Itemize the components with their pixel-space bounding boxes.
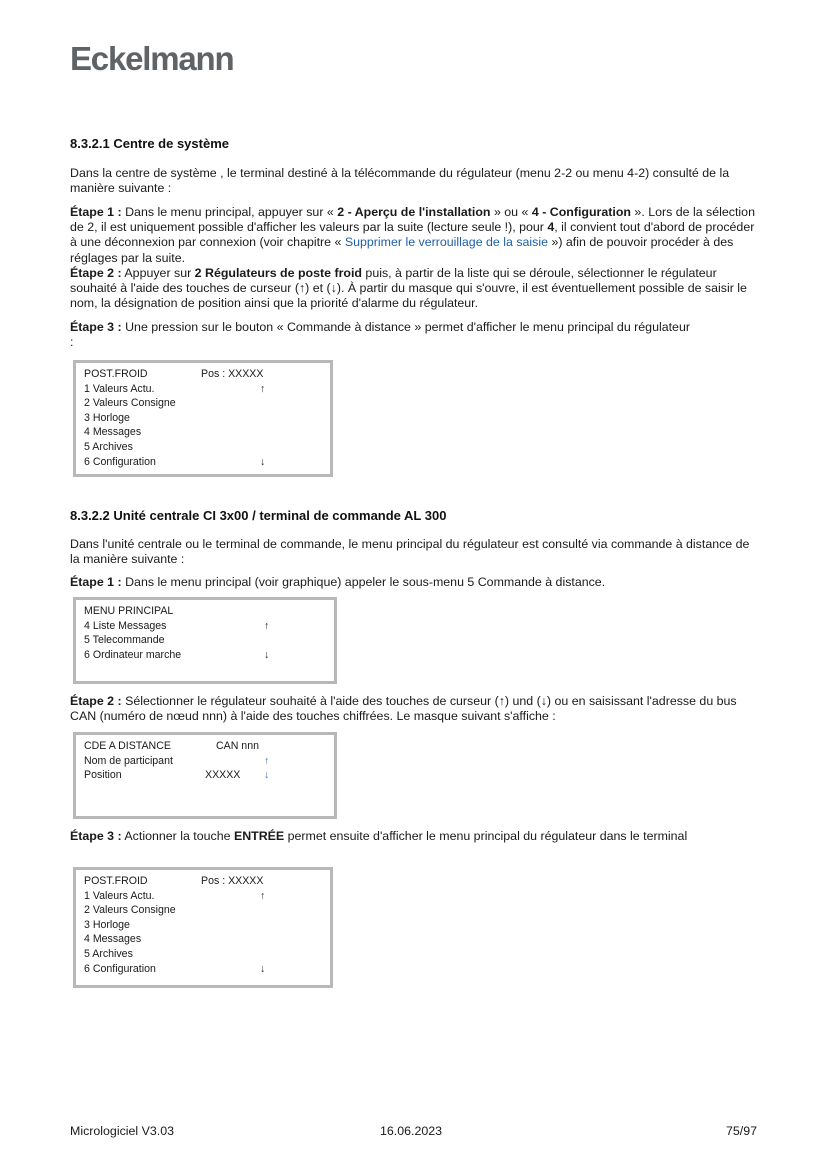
menu-item: 6 Configuration ↓ <box>84 962 266 975</box>
menu-item: 1 Valeurs Actu. ↑ <box>84 889 266 902</box>
menu-item: 5 Telecommande <box>84 634 165 647</box>
screen-row: Nom de participant ↑ <box>84 754 270 767</box>
terminal-screen-menu-principal <box>73 597 337 684</box>
step-label: Étape 2 : <box>70 266 122 280</box>
section2-step3: Étape 3 : Actionner la touche ENTRÉE permet ensuite d'afficher le menu principal du régulateur dans le terminal <box>70 829 688 843</box>
arrow-down-icon: ↓ <box>264 648 270 661</box>
screen-title-row <box>84 874 330 889</box>
position-value: XXXXX <box>205 769 241 782</box>
terminal-screen-cde-a-distance <box>73 732 337 819</box>
section2-intro: Dans l'unité centrale ou le terminal de commande, le menu principal du régulateur est consulté via commande à distance de la manière suivante : <box>70 537 750 567</box>
menu-item: 4 Liste Messages ↑ <box>84 619 270 632</box>
step-label: Étape 1 : <box>70 205 122 219</box>
menu-item: 2 Valeurs Consigne <box>84 904 176 917</box>
section1-step1: Étape 1 : Dans le menu principal, appuyer sur « 2 - Aperçu de l'installation » ou « 4 - Configuration ». Lors de la sélection de 2, il est uniquement possible d'afficher les valeurs par la suite (lecture seule !), pour 4, il convient tout d'abord de procéder à une déconnexion par connexion (voir chapitre « Supprimer le verrouillage de la saisie ») afin de pouvoir procéder à des réglages par la suite. <box>70 205 755 265</box>
menu-item: 1 Valeurs Actu. ↑ <box>84 382 266 395</box>
arrow-up-icon: ↑ <box>260 889 266 902</box>
screen-pos: Pos : XXXXX <box>201 368 264 380</box>
step-label: Étape 3 : <box>70 320 122 334</box>
eckelmann-logo: Eckelmann <box>70 40 234 77</box>
menu-item: 6 Configuration ↓ <box>84 455 266 468</box>
link-supprimer-verrouillage[interactable]: Supprimer le verrouillage de la saisie <box>344 235 549 250</box>
footer-date: 16.06.2023 <box>380 1124 443 1138</box>
menu-item: 5 Archives <box>84 440 133 453</box>
arrow-up-icon: ↑ <box>264 619 270 632</box>
screen-row: Position XXXXX ↓ <box>84 769 270 782</box>
step-label: Étape 1 : <box>70 575 122 589</box>
arrow-up-icon: ↑ <box>264 754 270 767</box>
arrow-down-icon: ↓ <box>260 962 266 975</box>
section-heading-unite-centrale: 8.3.2.2 Unité centrale CI 3x00 / terminal de commande AL 300 <box>70 508 447 523</box>
section1-intro: Dans la centre de système , le terminal destiné à la télécommande du régulateur (menu 2-2 ou menu 4-2) consulté de la manière suivante : <box>70 166 730 196</box>
section1-step2: Étape 2 : Appuyer sur 2 Régulateurs de poste froid puis, à partir de la liste qui se déroule, sélectionner le régulateur souhaité à l'aide des touches de curseur (↑) et (↓). À partir du masque qui s'ouvre, il est éventuellement possible de saisir le nom, la désignation de position ainsi que la priorité d'alarme du régulateur. <box>70 266 747 311</box>
arrow-down-icon: ↓ <box>264 769 270 782</box>
terminal-screen-post-froid <box>73 360 333 477</box>
step-label: Étape 2 : <box>70 694 122 708</box>
screen-title-row <box>84 604 334 619</box>
section-heading-centre-de-systeme: 8.3.2.1 Centre de système <box>70 136 229 151</box>
menu-item: 4 Messages <box>84 426 142 439</box>
screen-pos: Pos : XXXXX <box>201 875 264 887</box>
screen-title: CDE A DISTANCE <box>84 740 171 752</box>
terminal-screen-post-froid-2 <box>73 867 333 988</box>
menu-item: 3 Horloge <box>84 918 130 931</box>
step-label: Étape 3 : <box>70 829 122 843</box>
arrow-up-icon: ↑ <box>260 382 266 395</box>
screen-title: POST.FROID <box>84 368 148 380</box>
screen-title-row <box>84 739 334 754</box>
footer-firmware-version: Micrologiciel V3.03 <box>70 1124 174 1138</box>
menu-item: 5 Archives <box>84 947 133 960</box>
menu-item: 3 Horloge <box>84 411 130 424</box>
arrow-down-icon: ↓ <box>260 455 266 468</box>
section2-step1: Étape 1 : Dans le menu principal (voir graphique) appeler le sous-menu 5 Commande à distance. <box>70 575 606 589</box>
section2-step2: Étape 2 : Sélectionner le régulateur souhaité à l'aide des touches de curseur (↑) und (↓) ou en saisissant l'adresse du bus CAN (numéro de nœud nnn) à l'aide des touches chiffrées. Le masque suivant s'affiche : <box>70 694 737 724</box>
screen-can-address: CAN nnn <box>216 740 259 752</box>
menu-item: 2 Valeurs Consigne <box>84 397 176 410</box>
footer-page-number: 75/97 <box>725 1124 757 1138</box>
section1-step3: Étape 3 : Une pression sur le bouton « Commande à distance » permet d'afficher le menu principal du régulateur : <box>70 320 690 350</box>
menu-item: 6 Ordinateur marche ↓ <box>84 648 270 661</box>
screen-title: POST.FROID <box>84 875 148 887</box>
screen-title-row <box>84 367 330 382</box>
menu-item: 4 Messages <box>84 933 142 946</box>
screen-title: MENU PRINCIPAL <box>84 605 174 617</box>
